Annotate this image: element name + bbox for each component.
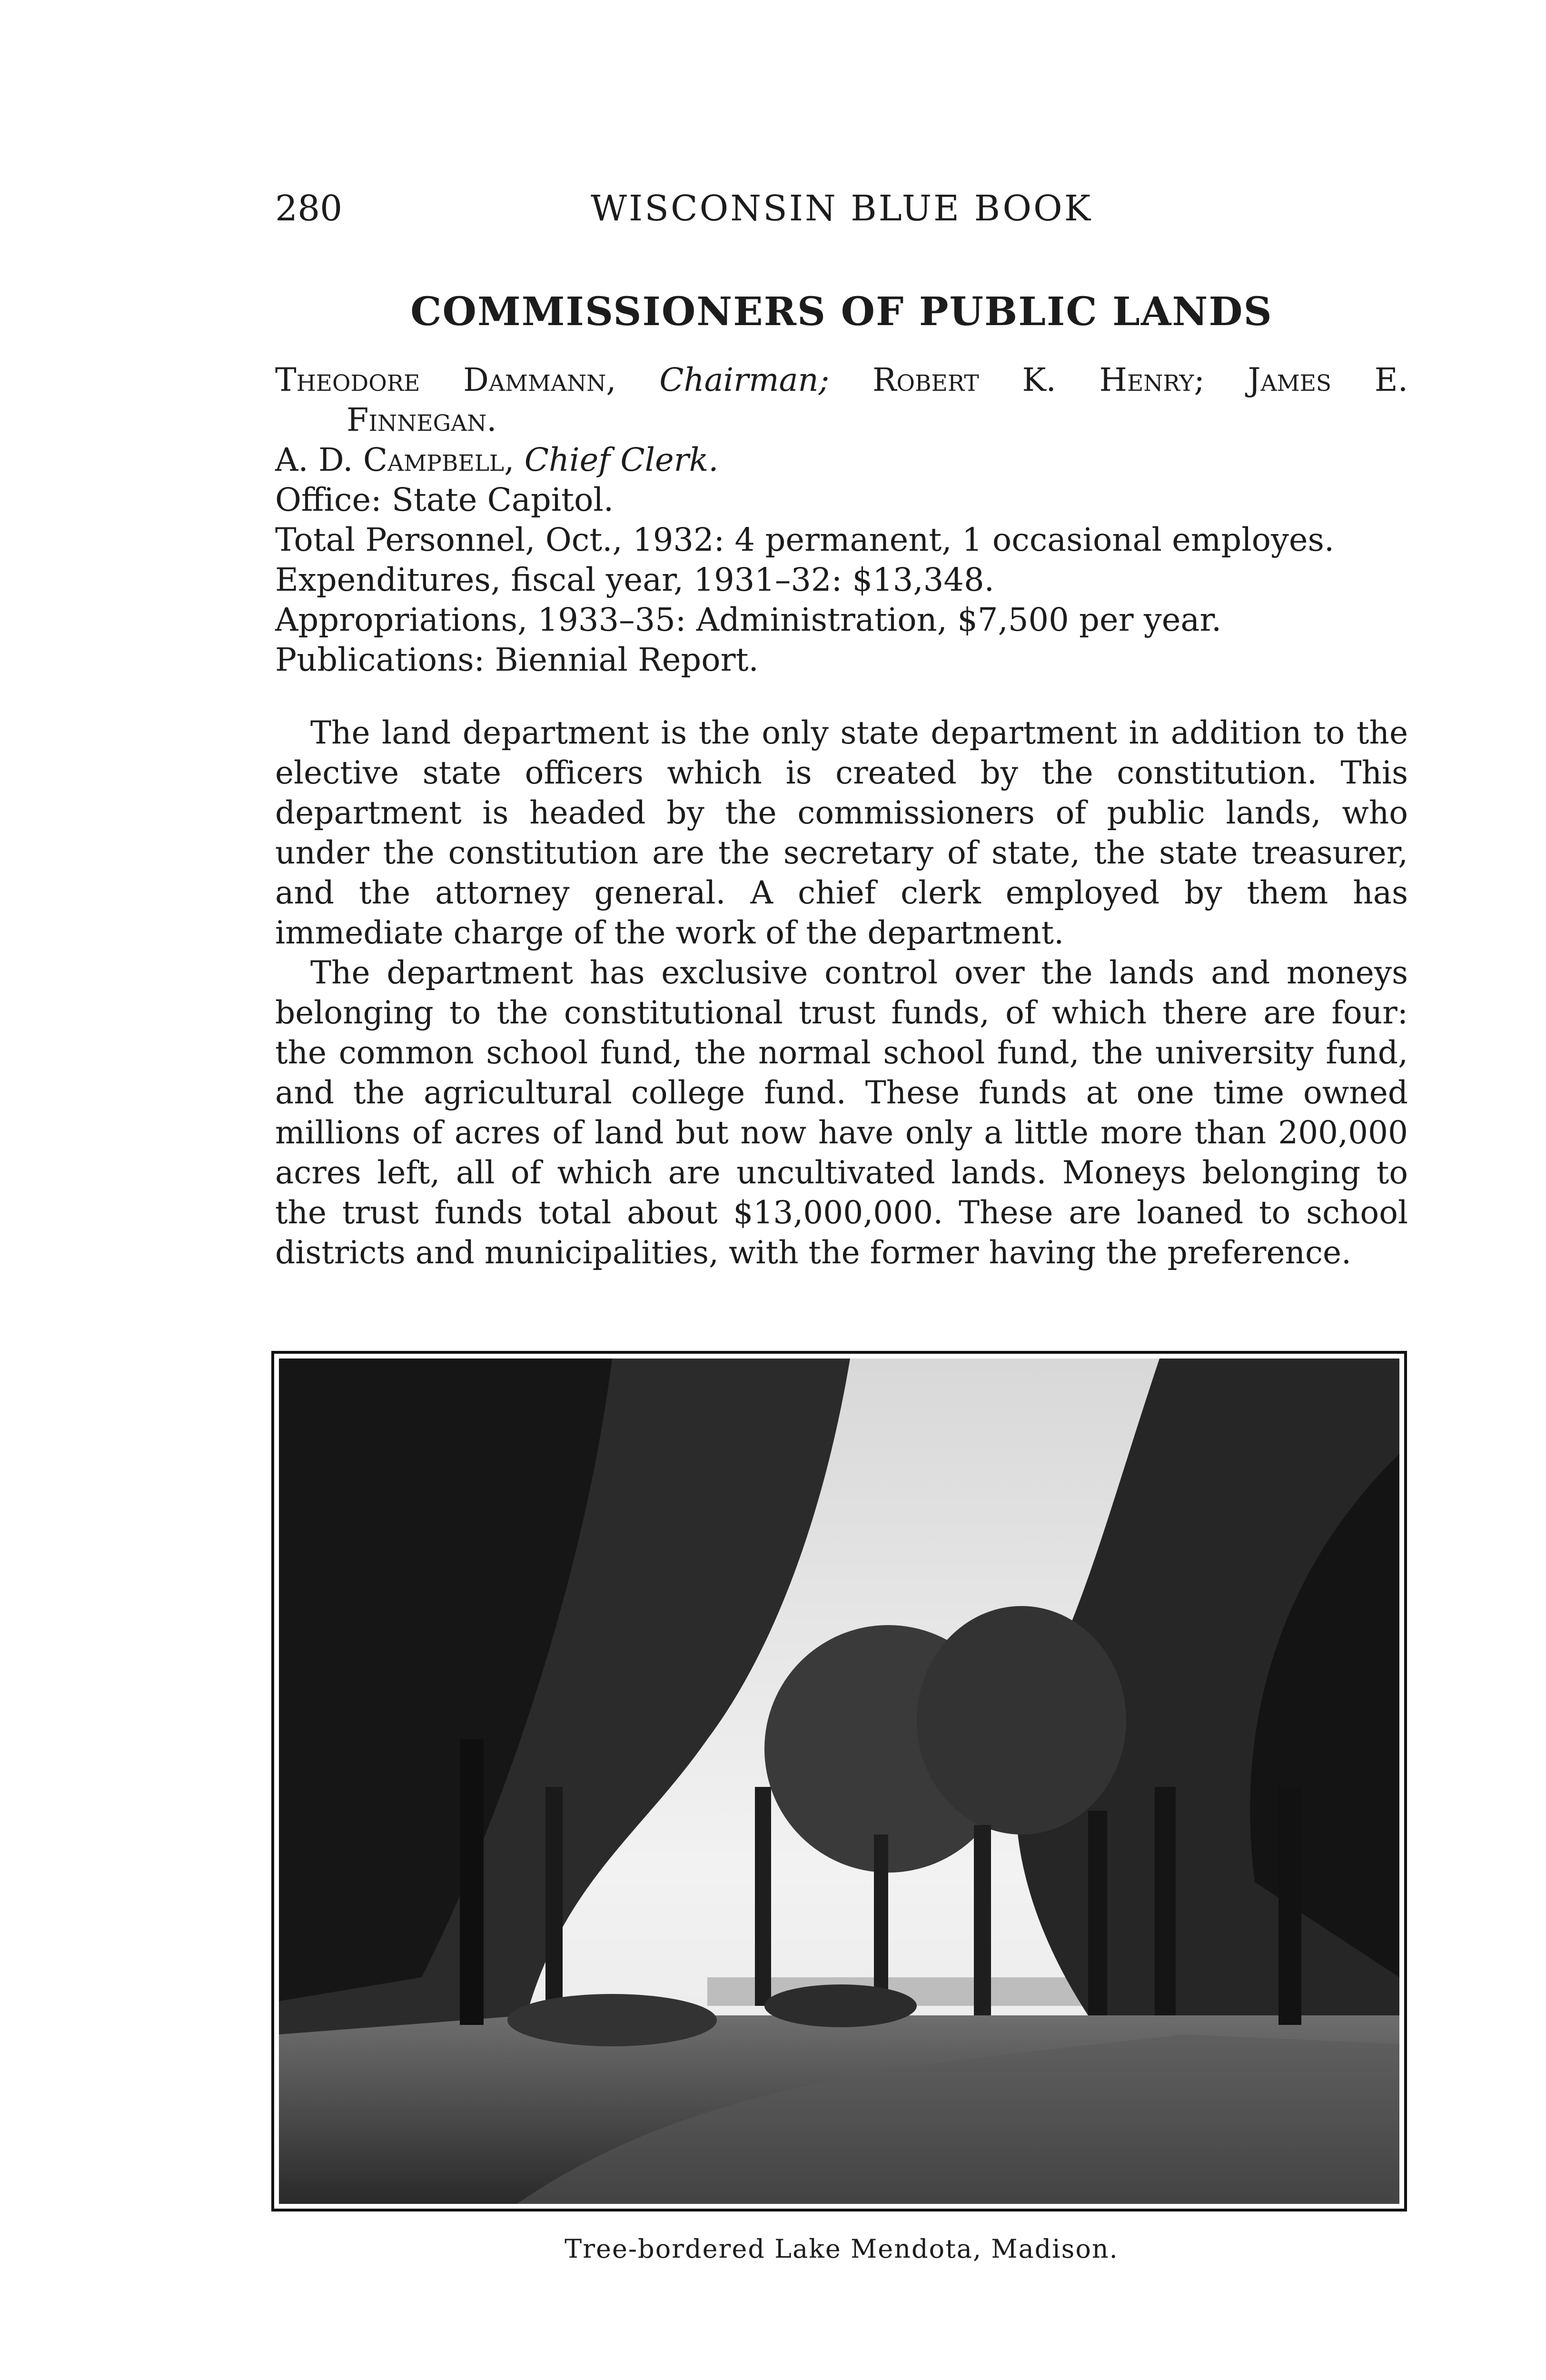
personnel-line: Total Personnel, Oct., 1932: 4 permanent, 1 occasional employes. <box>275 521 1335 558</box>
commissioners-line <box>275 360 1408 400</box>
office-line: Office: State Capitol. <box>275 481 614 518</box>
appropriations-line: Appropriations, 1933–35: Administration, $7,500 per year. <box>275 601 1222 638</box>
department-details <box>275 360 1408 680</box>
commissioner-name-2: Robert K. Henry; <box>872 361 1205 398</box>
body-paragraph-1: The land department is the only state department in addition to the elective state officers which is created by the constitution. This department is headed by the commissioners of public lands, who under the constitution are the secretary of state, the state treasurer, and the attorney general. A chief clerk employed by them has immediate charge of the work of the department. <box>275 714 1408 951</box>
book-title: WISCONSIN BLUE BOOK <box>591 188 1092 229</box>
photo-caption: Tree-bordered Lake Mendota, Madison. <box>565 2234 1119 2264</box>
lake-mendota-photo <box>271 1351 1407 2211</box>
commissioner-name-3-last: Finnegan. <box>347 401 497 438</box>
chief-clerk-line <box>275 440 1408 480</box>
body-text <box>275 713 1408 1273</box>
page-number: 280 <box>275 188 343 229</box>
tree-photo-illustration <box>279 1359 1399 2204</box>
commissioner-name-1: Theodore Dammann, <box>275 361 616 398</box>
expenditures-line: Expenditures, fiscal year, 1931–32: $13,348. <box>275 561 994 598</box>
clerk-role: Chief Clerk. <box>524 441 719 478</box>
clerk-name: A. D. Campbell, <box>275 441 515 478</box>
commissioner-role-1: Chairman; <box>659 361 830 398</box>
commissioner-name-3-first: James E. <box>1248 361 1408 398</box>
running-head <box>275 185 1408 232</box>
section-heading: COMMISSIONERS OF PUBLIC LANDS <box>410 289 1273 335</box>
publications-line: Publications: Biennial Report. <box>275 641 759 678</box>
body-paragraph-2: The department has exclusive control over the lands and moneys belonging to the constitutional trust funds, of which there are four: the common school fund, the normal school fund, the university fund, and the agricultural college fund. These funds at one time owned millions of acres of land but now have only a little more than 200,000 acres left, all of which are uncultivated lands. Moneys belonging to the trust funds total about $13,000,000. These are loaned to school districts and municipalities, with the former having the preference. <box>275 954 1408 1271</box>
commissioners-line-continued <box>275 400 1408 440</box>
